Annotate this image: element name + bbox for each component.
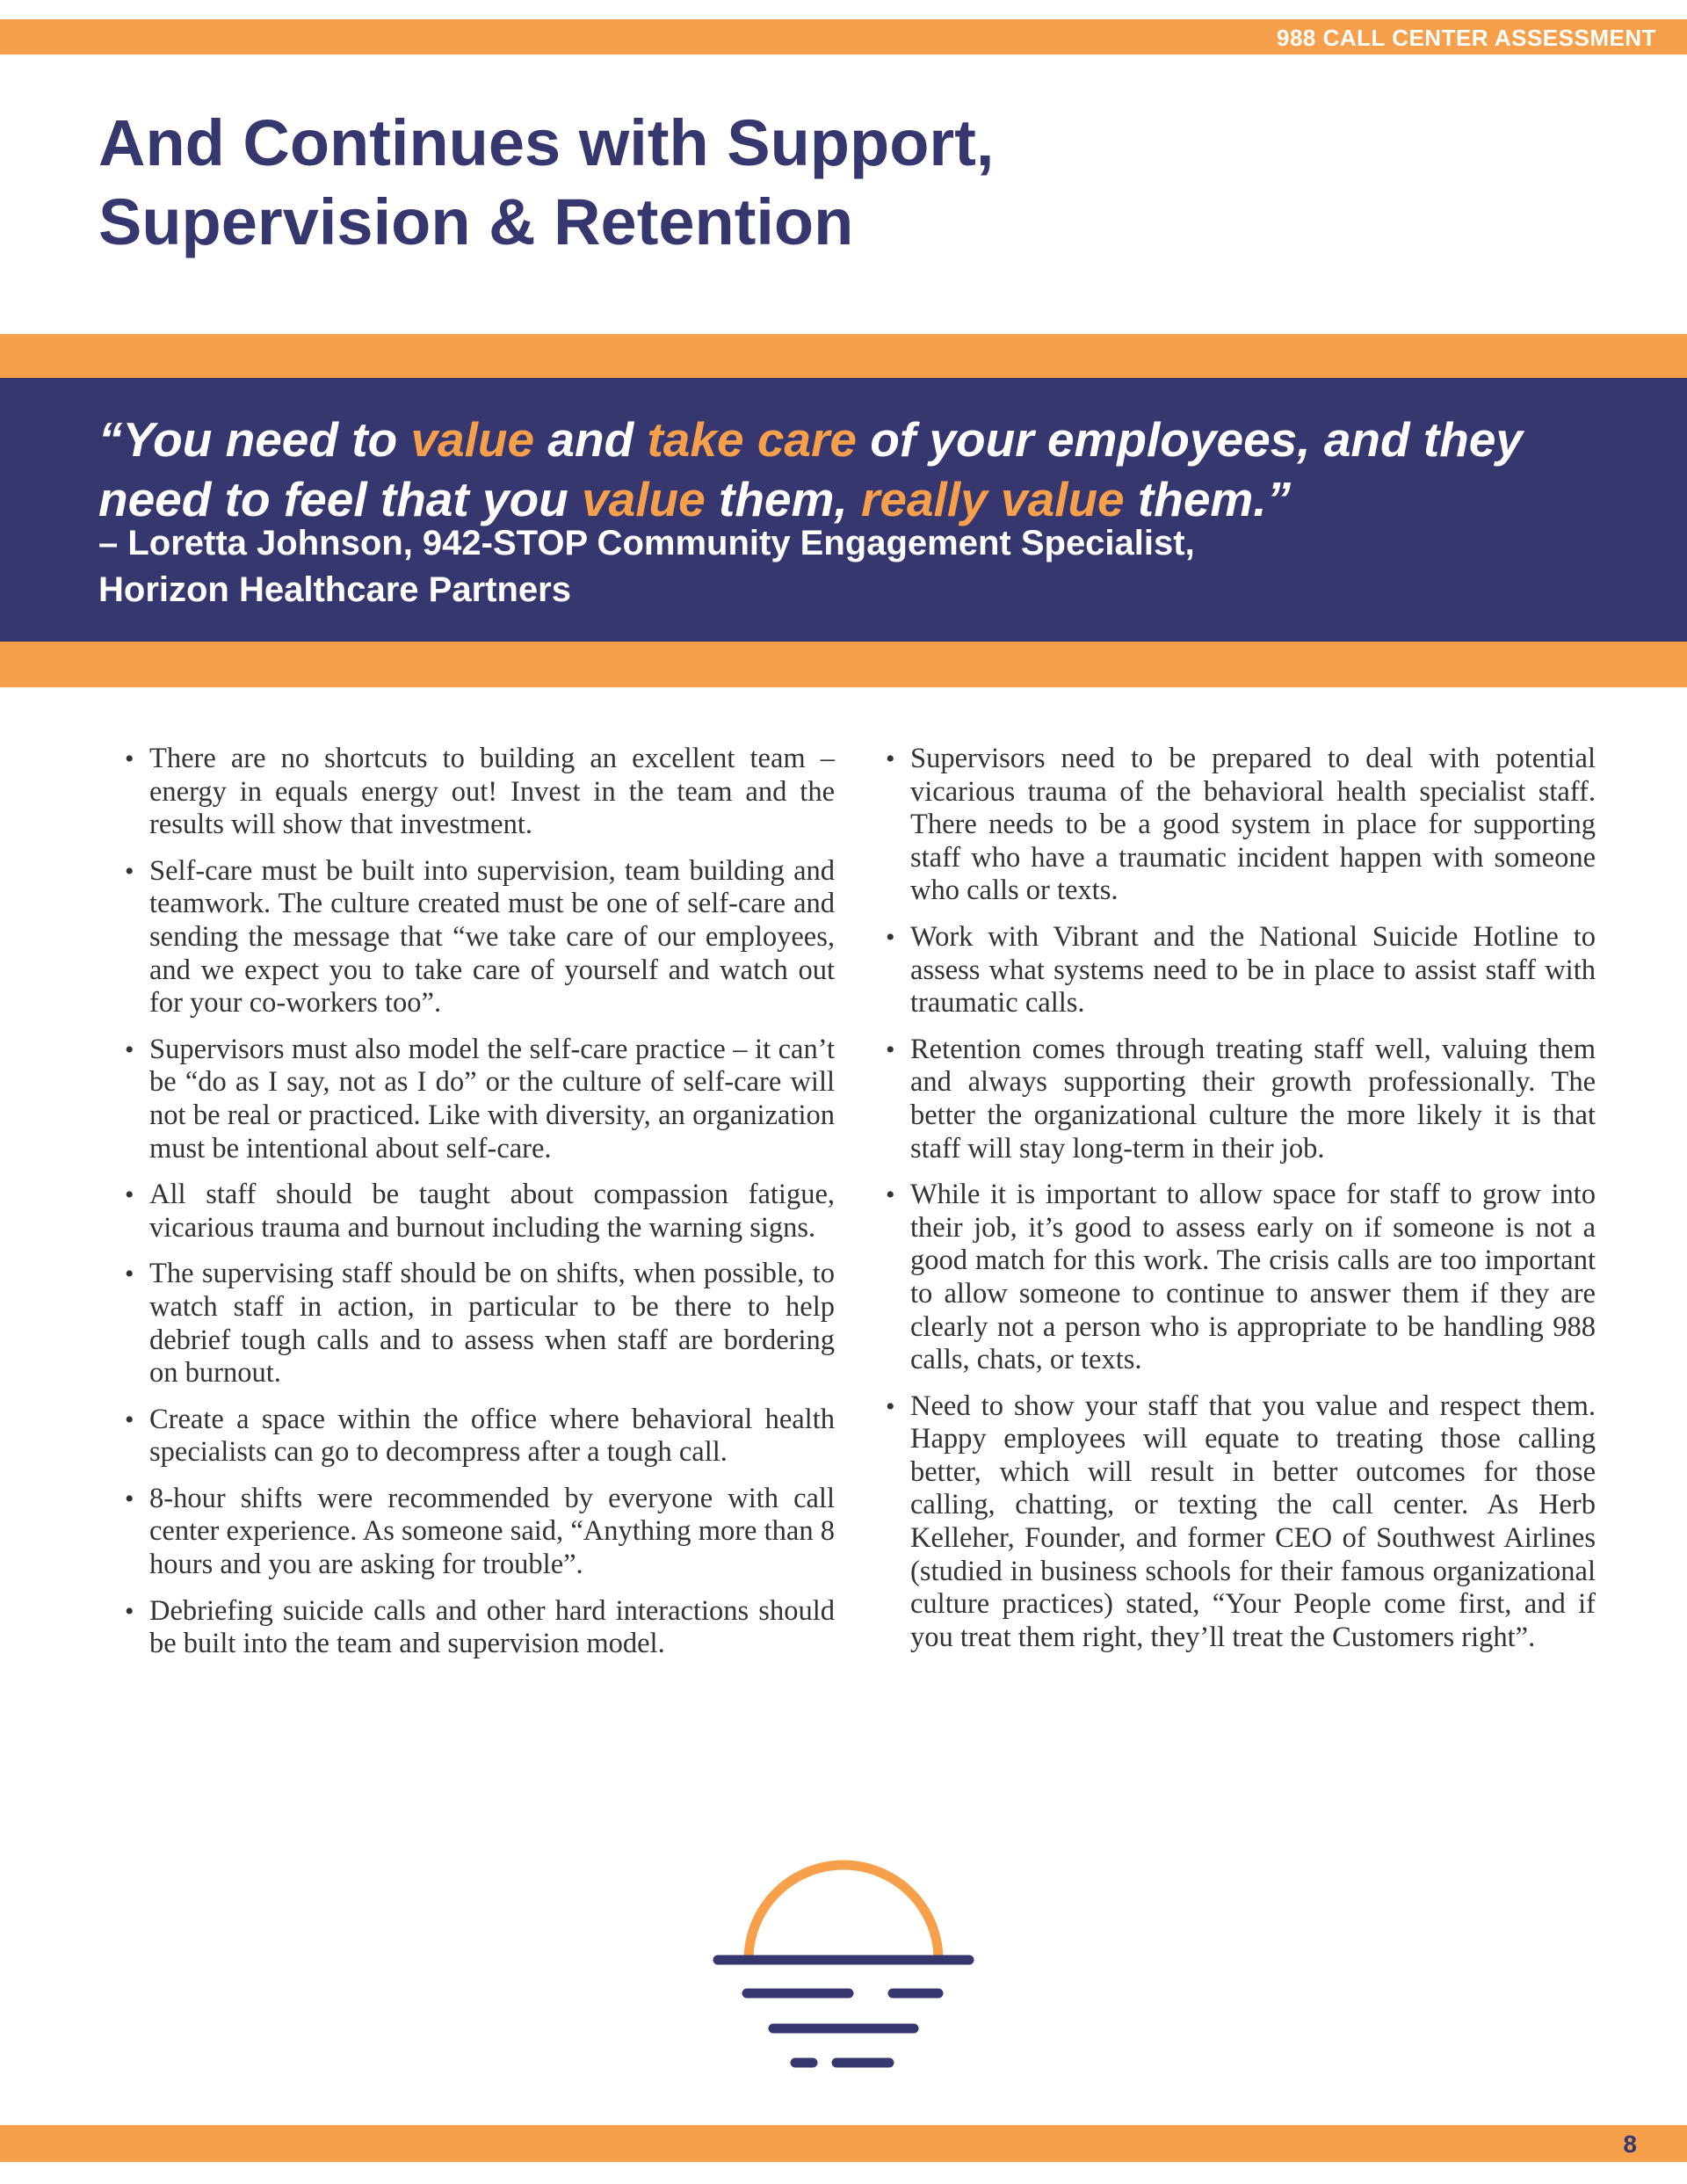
bullet-icon: •	[125, 1259, 134, 1289]
bullet-list-left	[125, 743, 835, 1674]
page-number: 8	[1623, 2130, 1637, 2158]
footer-band	[0, 2125, 1687, 2162]
pull-quote	[98, 410, 1627, 529]
bullet-icon: •	[125, 1484, 134, 1513]
sunrise-logo-icon	[703, 1854, 984, 2083]
list-item	[125, 1258, 835, 1389]
list-item-text: Supervisors need to be prepared to deal with potential vicarious trauma of the behavioral health specialist staff. There needs to be a good system in place for supporting staff who have a traumatic incident happen with someone who calls or texts.	[910, 743, 1596, 907]
page-title-line: Supervision & Retention	[98, 185, 854, 258]
list-item	[886, 1034, 1596, 1165]
list-item-text: There are no shortcuts to building an excellent team – energy in equals energy out! Invest in the team and the results will show that investment.	[149, 743, 835, 841]
quote-bottom-stripe	[0, 642, 1687, 687]
quote-attribution	[98, 520, 1627, 613]
list-item-text: 8-hour shifts were recommended by everyone with call center experience. As someone said, “Anything more than 8 hours and you are asking for trouble”.	[149, 1482, 835, 1581]
header-band	[0, 19, 1687, 54]
bullet-icon: •	[125, 1404, 134, 1434]
quote-highlight: really value	[860, 472, 1125, 526]
list-item-text: The supervising staff should be on shifts, when possible, to watch staff in action, in particular to be there to help debrief tough calls and to assess when staff are bordering on burnout.	[149, 1258, 835, 1389]
bullet-icon: •	[125, 744, 134, 773]
list-item-text: While it is important to allow space for staff to grow into their job, it’s good to assess early on if someone is not a good match for this work. The crisis calls are too important to allow someone to continue to answer them if they are clearly not a person who is appropriate to be handling 988 calls, chats, or texts.	[910, 1179, 1596, 1376]
quote-highlight: value	[410, 412, 535, 467]
report-label: 988 CALL CENTER ASSESSMENT	[1277, 25, 1656, 51]
quote-banner	[0, 378, 1687, 642]
page-title-line: And Continues with Support,	[98, 106, 995, 179]
quote-highlight: value	[582, 472, 706, 526]
list-item	[125, 1595, 835, 1661]
list-item	[886, 743, 1596, 908]
list-item-text: Create a space within the office where behavioral health specialists can go to decompress after a tough call.	[149, 1403, 835, 1469]
bullet-icon: •	[886, 1180, 895, 1210]
quote-segment: “You need to	[98, 412, 411, 467]
quote-segment: and	[534, 412, 648, 467]
list-item	[125, 743, 835, 842]
list-item	[125, 1179, 835, 1244]
list-item-text: Work with Vibrant and the National Suicide Hotline to assess what systems need to be in place to assist staff with traumatic calls.	[910, 920, 1596, 1019]
list-item-text: Supervisors must also model the self-care practice – it can’t be “do as I say, not as I do” or the culture of self-care will not be real or practiced. Like with diversity, an organization must be intentional about self-care.	[149, 1033, 835, 1165]
list-item	[886, 921, 1596, 1020]
list-item	[125, 1404, 835, 1469]
bullet-icon: •	[125, 1596, 134, 1626]
bullet-list-right	[886, 743, 1596, 1667]
list-item	[125, 1034, 835, 1165]
attribution-line: – Loretta Johnson, 942-STOP Community Engagement Specialist,	[98, 524, 1195, 562]
list-item	[125, 855, 835, 1020]
list-item	[886, 1179, 1596, 1377]
list-item-text: Debriefing suicide calls and other hard interactions should be built into the team and supervision model.	[149, 1594, 835, 1660]
bullet-icon: •	[886, 922, 895, 952]
bullet-icon: •	[886, 1034, 895, 1064]
bullet-icon: •	[886, 1391, 895, 1421]
page-title	[98, 104, 1416, 262]
sun-arc	[749, 1865, 938, 1960]
list-item-text: Retention comes through treating staff well, valuing them and always supporting their growth professionally. The better the organizational culture the more likely it is that staff will stay long-term in their job.	[910, 1033, 1596, 1165]
list-item	[125, 1483, 835, 1582]
quote-top-stripe	[0, 334, 1687, 378]
quote-segment: of your employees, and they need to feel that you	[98, 412, 1523, 526]
list-item-text: All staff should be taught about compassion fatigue, vicarious trauma and burnout including the warning signs.	[149, 1179, 835, 1244]
list-item-text: Self-care must be built into supervision, team building and teamwork. The culture created must be one of self-care and sending the message that “we take care of our employees, and we expect you to take care of yourself and watch out for your co-workers too”.	[149, 854, 835, 1019]
bullet-icon: •	[125, 1180, 134, 1210]
bullet-icon: •	[125, 856, 134, 886]
list-item	[886, 1390, 1596, 1655]
quote-highlight: take care	[647, 412, 857, 467]
quote-segment: them,	[705, 472, 861, 526]
quote-segment: them.”	[1124, 472, 1292, 526]
list-item-text: Need to show your staff that you value and respect them. Happy employees will equate to treating those calling better, which will result in better outcomes for those calling, chatting, or texting the call center. As Herb Kelleher, Founder, and former CEO of Southwest Airlines (studied in business schools for their famous organizational culture practices) stated, “Your People come first, and if you treat them right, they’ll treat the Customers right”.	[910, 1389, 1596, 1653]
attribution-line: Horizon Healthcare Partners	[98, 570, 571, 609]
bullet-icon: •	[886, 744, 895, 773]
bullet-icon: •	[125, 1034, 134, 1064]
